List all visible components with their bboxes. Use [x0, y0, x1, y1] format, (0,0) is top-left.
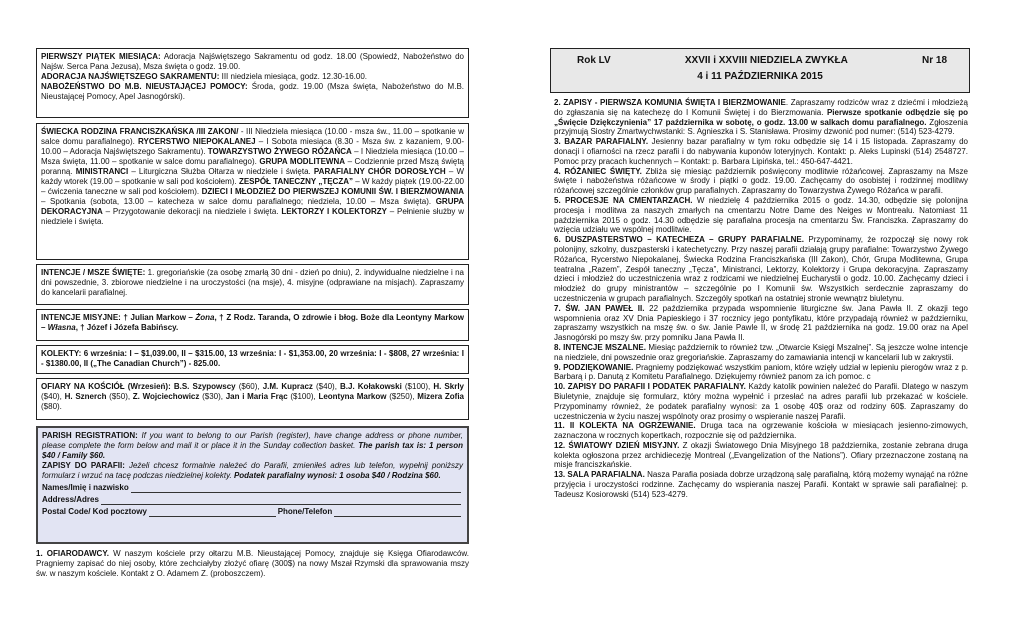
registration-heading-en: PARISH REGISTRATION: — [42, 431, 138, 440]
group-rosary: TOWARZYSTWO ŻYWEGO RÓŻAŃCA — [207, 147, 352, 156]
announcement-text: 22 października przypada wspomnienie liturgiczne św. Jana Pawła II. Z okazji tego wspomnienia oraz XV Dnia Papieskiego i 37 rocznicy jego pontyfikatu, które przypadają również w październiku, zapraszamy wszystkich na mszę św. o św. Janie Pawle II, w środę 21 października na godz. 19.00 oraz na Apel Jasnogórski po mszy św. przy pomniku Jana Pawła II. — [554, 303, 968, 343]
group-text: – I Sobota miesiąca (8.30 - Msza św. z kazaniem, 9.00-10.00 – Adoracja Najświętszego Sakramentu). — [41, 137, 465, 156]
announcement-12 — [554, 441, 968, 470]
donation-amount: ($80). — [41, 402, 62, 411]
mission-intentions-text: INTENCJE MISYJNE: † Julian Markow – — [41, 313, 196, 322]
announcement-9 — [554, 363, 968, 383]
announcement-13 — [554, 470, 968, 499]
parish-groups-box — [36, 123, 469, 260]
announcement-3 — [554, 137, 968, 166]
donor-name: B.J. Kołakowski — [340, 382, 402, 391]
donors-book-heading: 1. OFIARODAWCY. — [36, 549, 110, 558]
mission-intentions-box — [36, 309, 469, 341]
bulletin-date: 4 i 11 PAŹDZIERNIKA 2015 — [697, 71, 823, 82]
donation-amount: ($40), — [312, 382, 341, 391]
announcement-text: Przypominamy, że rozpoczął się nowy rok polonijny, szkolny, duszpasterski i katechetyczny. Przy naszej parafii działają grupy parafialne: Towarzystwo Żywego Różańca, Rycerstwo Niepokalanej, Świecka Rodzina Franciszkańska (III Zakon), Chór, Grupa Modlitewna, Grupa teatralna „Razem”, Zespół taneczny „Tęcza”, Ministranci, Lektorzy, Kolektorzy i Grupa dekoracyjna. Zapraszamy dzieci i młodzież do uczestniczenia wraz z rodzicami we niedzielnej Eucharystii o godz. 10.00. Zachęcamy dzieci i młodzież do grupy ministrantów – szczególnie po I Komunii św. Wszystkich serdecznie zapraszamy do uczestniczenia w grupach parafialnych. Szczególy spotkań na ostatniej stronie wewnątrz biuletynu. — [554, 235, 968, 303]
group-text: – W każdy wtorek (19.00 – spotkanie w sali pod kościołem). — [41, 167, 464, 186]
announcement-heading: 6. DUSZPASTERSTWO – KATECHEZA – GRUPY PARAFIALNE. — [554, 235, 804, 245]
group-text: – Przygotowanie dekoracji na niedziele i święta. — [102, 207, 282, 216]
announcement-2 — [554, 98, 968, 137]
phone-label: Phone/Telefon — [277, 507, 333, 516]
schedule-box — [36, 48, 469, 118]
donor-name: H. Sznerch — [64, 392, 107, 401]
announcement-heading: 2. ZAPISY - PIERWSZA KOMUNIA ŚWIĘTA I BIERZMOWANIE — [554, 98, 786, 107]
group-decor: GRUPA DEKORACYJNA — [41, 197, 464, 216]
group-lectors: LEKTORZY I KOLEKTORZY — [281, 207, 387, 216]
postal-code-line[interactable] — [149, 508, 276, 517]
donor-name: Mizera Zofia — [417, 392, 465, 401]
announcement-text: Zbliża się miesiąc październik poświęcony modlitwie różańcowej. Zapraszamy na Msze święte i nabożeństwa różańcowe w środy i piątki o godz. 19.00. Zachęcamy do osobistej i rodzinnej modlitwy różańcowej szczególnie członków grup parafialnych. Zapraszamy do Towarzystwa Żywego Różańca w parafii. — [554, 166, 968, 196]
mass-intentions-box — [36, 264, 469, 305]
group-text: - III Niedziela miesiąca (10.00 - msza św., 11.00 – spotkanie w salce domu parafialnego). — [41, 127, 464, 146]
group-youth: DZIECI I MŁODZIEŻ DO PIERWSZEJ KOMUNII ŚW. I BIERZMOWANIA — [201, 187, 464, 196]
novena-text: Środa, godz. 19.00 (Msza święta, Nabożeństwo do M.B. Nieustającej Pomocy, Apel Jasnogórski). — [41, 82, 465, 101]
group-choir: PARAFIALNY CHÓR DOROSŁYCH — [313, 167, 446, 176]
group-text: – Pełnienie służby w niedziele i święta. — [41, 207, 465, 226]
collections-text: I – $1,039.00, II – $315.00, 13 września: I - $1,353.00, 20 września: I - $808, 27 września: I - $1380.00, II („The Canadian Church”) - 825.00. — [41, 349, 464, 368]
collections-box — [36, 345, 469, 374]
announcement-text: W niedzielę 4 października 2015 o godz. 14.30, odbędzie się polonijna procesja i modlitwa za naszych zmarłych na cmentarzu Notre Dame des Neiges w Montrealu. Natomiast 11 października 2015 o godz. 14.30 odbędzie się parafialna procesja na cmentarzu Św. Franciszka. Zapraszamy do wzięcia udziału we wspólnej modlitwie. — [554, 195, 968, 235]
collections-heading: KOLEKTY: 6 września: — [41, 349, 128, 358]
registration-text-pl: Jeżeli chcesz formalnie należeć do Parafii, zmieniłeś adres lub telefon, wypełnij poniższy formularz i wrzuć na tacę podczas niedzielnej kolekty. — [42, 461, 463, 480]
address-field-line[interactable] — [101, 496, 461, 505]
announcements — [554, 98, 968, 500]
announcement-heading: 8. INTENCJE MSZALNE. — [554, 342, 646, 352]
announcement-text: . Zapraszamy rodziców wraz z dziećmi i młodzieżą do zgłaszania się na katechezę do I Komunii Świętej i do Bierzmowania. — [554, 98, 968, 117]
group-text: – W każdy piątek (19.00-22.00 – ćwiczenia taneczne w sali pod kościołem). — [41, 177, 464, 196]
announcement-text: Jesienny bazar parafialny w tym roku odbędzie się 14 i 15 listopada. Zapraszamy do donacji i ofiarności na rzecz parafii i do nabywania kuponów loteryjnych. Kontakt: p. Aleks Lupinski (514) 2548727. Pomoc przy pracach kuchennych – Kontakt: p. Barbara Lipińska, tel.: 450-647-4421. — [554, 137, 968, 166]
registration-tax-en: The parish tax is: 1 person $40 / Family $60. — [42, 441, 463, 460]
address-field[interactable] — [42, 495, 463, 505]
issue-number: Nr 18 — [921, 55, 947, 66]
intentions-text: 1. gregoriańskie (za osobę zmarłą 30 dni - dzień po dniu), 2. indywidualne niedzielne i na dni powszednie, 3. zbiorowe niedzielne i na uroczystości (na msje), 4. misyjne (odprawiane na misjach). Zapraszamy do kancelarii parafialnej. — [41, 268, 464, 297]
group-text: – Spotkania (sobota, 13.00 – katecheza w salce domu parafialnego; niedziela, 10.00 – Msza święta). — [41, 197, 436, 206]
announcement-text: Druga taca na ogrzewanie kościoła w miesiącach jesienno-zimowych, zaznaczona w rocznych kopertkach, rozpocznie się od października. — [554, 421, 968, 441]
announcement-text: Miesiąc październik to również tzw. „Otwarcie Księgi Mszalnej”. Są jeszcze wolne intencje na niedziele, dni powszednie oraz gregoriańskie. Zapraszamy do zamawiania intencji w kancelarii lub w zakrystii. — [554, 342, 968, 362]
announcement-text: Każdy katolik powinien należeć do Parafii. Dlatego w naszym Biuletynie, znajduje się formularz, który można wypełnić i przesłać na adres parafii lub przekazać w kościele. Przypominamy również, że podatek parafialny wynosi: za 1 osobę 40$ oraz od rodziny 60$. Zapraszamy do uczestniczenia w życiu naszej wspólnoty oraz prosimy o wspieranie naszej Parafii. — [554, 382, 969, 421]
donor-name: Jan i Maria Frąc — [225, 392, 288, 401]
group-franciscan: ŚWIECKA RODZINA FRANCISZKAŃSKA /III ZAKON/ — [41, 127, 239, 136]
postal-phone-field[interactable] — [42, 507, 463, 517]
announcement-text: Z okazji Światowego Dnia Misyjnego 18 października, zostanie zebrana druga kolekta ogłoszona przez archidiecezję Montreal („Evangelization of the Nations”). Ofiary przeznaczone zostaną na misje franciszkańskie. — [554, 440, 969, 470]
mission-intentions-text: , † Z Rodz. Taranda, O zdrowie i błog. Boże dla Leontyny Markow – — [41, 313, 464, 332]
adoration-text: III niedziela miesiąca, godz. 12.30-16.00. — [219, 72, 368, 81]
first-friday-heading: PIERWSZY PIĄTEK MIESIĄCA: — [41, 52, 161, 61]
adoration-heading: ADORACJA NAJŚWIĘTSZEGO SAKRAMENTU: — [41, 72, 220, 81]
announcement-emphasis: Pierwsze spotkanie odbędzie się po „Święcie Dziękczynienia” 17 października w sobotę, o godz. 13.00 w salkach domu parafialnego. — [554, 107, 968, 127]
address-field-label: Address/Adres — [42, 495, 99, 504]
announcement-5 — [554, 196, 968, 235]
volume-label: Rok LV — [577, 55, 611, 66]
announcement-heading: 13. SALA PARAFIALNA. — [554, 470, 645, 480]
intentions-heading: INTENCJE / MSZE ŚWIĘTE: — [41, 268, 146, 277]
announcement-11 — [554, 421, 968, 441]
donation-amount: ($50), — [106, 392, 133, 401]
group-altar-servers: MINISTRANCI — [75, 167, 129, 176]
name-field[interactable] — [42, 483, 463, 493]
donor-name: Leontyna Markow — [318, 392, 387, 401]
donation-amount: ($100), — [287, 392, 319, 401]
donation-amount: ($30), — [199, 392, 226, 401]
postal-code-label: Postal Code/ Kod pocztowy — [42, 507, 147, 516]
bulletin-title: XXVII i XXVIII NIEDZIELA ZWYKŁA — [684, 55, 848, 66]
registration-heading-pl: ZAPISY DO PARAFII: — [42, 461, 125, 470]
announcement-heading: 9. PODZIĘKOWANIE. — [554, 362, 634, 372]
donation-amount: ($60), — [235, 382, 263, 391]
donations-heading: OFIARY NA KOŚCIÓŁ (Wrzesień): B.S. Szypowscy — [41, 382, 236, 391]
group-knights: RYCERSTWO NIEPOKALANEJ — [138, 137, 256, 146]
group-dance: ZESPÓŁ TANECZNY „TĘCZA” — [238, 177, 353, 186]
registration-text-en: If you want to belong to our Parish (register), have change address or phone number, please complete the form below and mail it or place it in the Sunday collection basket. — [42, 431, 464, 450]
announcement-heading: 4. RÓŻANIEC ŚWIĘTY. — [554, 166, 642, 176]
registration-tax-pl: Podatek parafialny wynosi: 1 osoba $40 / Rodzina $60. — [233, 471, 441, 480]
mission-intentions-italic: Własna — [47, 323, 76, 332]
donors-book-note — [36, 549, 469, 579]
registration-form — [36, 426, 469, 544]
donations-box — [36, 378, 469, 420]
mission-intentions-italic: Żona — [195, 313, 215, 322]
announcement-text: Zgłoszenia przyjmują Siostry Zmartwychwstanki: S. Agnieszka i S. Stanisława. Prosimy dzwonić pod numer: (514) 523-4279. — [554, 117, 968, 137]
announcement-heading: 7. ŚW. JAN PAWEŁ II. — [554, 303, 645, 313]
phone-line[interactable] — [334, 508, 461, 517]
announcement-4 — [554, 167, 968, 196]
announcement-10 — [554, 382, 968, 421]
bulletin-header — [550, 48, 970, 93]
group-text: – Codziennie przed Mszą świętą poranną. — [41, 157, 465, 176]
donation-amount: ($100), — [401, 382, 434, 391]
announcement-text: Pragniemy podziękować wszystkim paniom, które wzięły udział w lepieniu pierogów wraz z p. Barbarą i p. Danutą z Komitetu Parafialnego. Dziękujemy również panom za ich pomoc. c — [554, 362, 969, 382]
announcement-text: Nasza Parafia posiada dobrze urządzoną salę parafialną, którą możemy wynająć na różne przyjęcia i uroczystości rodzinne. Zachęcamy do wspierania naszej Parafii. Kontakt w sprawie sali parafialnej: p. Tadeusz Kosiorowski (514) 523-4279. — [554, 470, 969, 499]
donor-name: Z. Wojciechowicz — [132, 392, 200, 401]
announcement-heading: 12. ŚWIATOWY DZIEŃ MISYJNY. — [554, 440, 680, 450]
announcement-heading: 10. ZAPISY DO PARAFII I PODATEK PARAFIALNY. — [554, 382, 746, 392]
announcement-8 — [554, 343, 968, 363]
group-text: – Liturgiczna Służba Ołtarza w niedziele i święta. — [128, 167, 314, 176]
name-field-label: Names/Imię i nazwisko — [42, 483, 129, 492]
donation-amount: ($250), — [386, 392, 418, 401]
group-prayer: GRUPA MODLITEWNA — [259, 157, 346, 166]
donors-book-text: W naszym kościele przy ołtarzu M.B. Nieustającej Pomocy, znajduje się Księga Ofiarodawców. Pragniemy zapisać do niej osoby, które zechciałyby złożyć ofiarę (300$) na nowy Mszał Rzymski dla sprawowania mszy św. w naszym kościele. Kontakt z O. Adamem Z. (proboszczem). — [36, 549, 469, 578]
group-text: – I Niedziela miesiąca (10.00 – Msza święta, 11.00 – spotkanie w salce domu parafialnego). — [41, 147, 464, 166]
novena-heading: NABOŻEŃSTWO DO M.B. NIEUSTAJĄCEJ POMOCY: — [41, 82, 248, 91]
donor-name: H. Skrly — [433, 382, 465, 391]
announcement-heading: 11. II KOLEKTA NA OGRZEWANIE. — [554, 421, 696, 431]
announcement-7 — [554, 304, 968, 343]
announcement-heading: 3. BAZAR PARAFIALNY. — [554, 137, 649, 147]
donor-name: J.M. Kupracz — [262, 382, 313, 391]
name-field-line[interactable] — [131, 484, 461, 493]
first-friday-text: Adoracja Najświętszego Sakramentu od godz. 18.00 (Spowiedź, Nabożeństwo do Najśw. Serca Pana Jezusa), Msza święta o godz. 19.00. — [41, 52, 464, 71]
mission-intentions-text: , † Józef i Józefa Babińscy. — [75, 323, 179, 332]
announcement-6 — [554, 235, 968, 304]
donation-amount: ($40), — [41, 392, 65, 401]
announcement-heading: 5. PROCESJE NA CMENTARZACH. — [554, 195, 693, 205]
